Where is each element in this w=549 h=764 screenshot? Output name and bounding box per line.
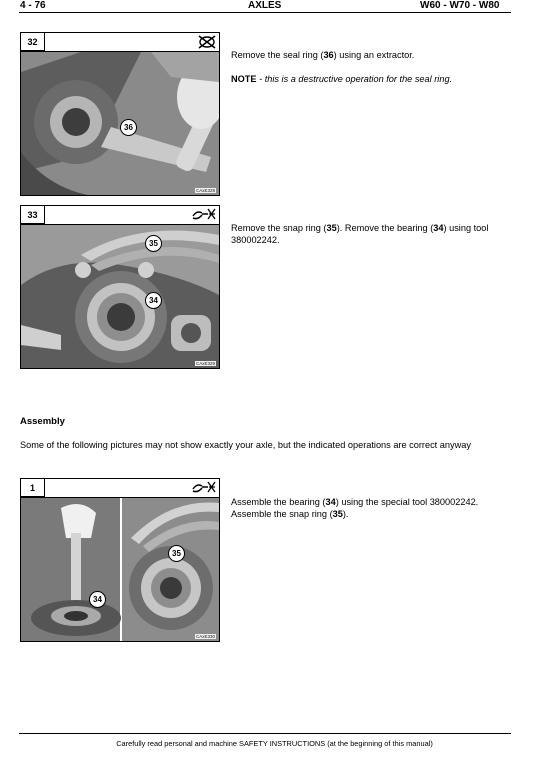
footer-safety-note: Carefully read personal and machine SAFETY INSTRUCTIONS (at the beginning of this manual) — [116, 739, 433, 748]
photo-code: CAxE328 — [195, 188, 215, 193]
assembly-heading: Assembly — [20, 416, 65, 427]
photo-code: CAxE329 — [195, 361, 215, 366]
step-32-note — [231, 73, 521, 85]
section-title: AXLES — [248, 0, 282, 11]
ref-label: 35 — [145, 235, 162, 252]
photo-bearing-assembly — [21, 497, 219, 641]
ref-bold: 36 — [323, 50, 334, 60]
step-number: 33 — [21, 206, 45, 224]
footer-rule — [19, 733, 511, 734]
note-text: - this is a destructive operation for the seal ring. — [256, 74, 453, 84]
ref-label: 36 — [120, 119, 137, 136]
note-label: NOTE — [231, 74, 257, 84]
photo-code: CAxE330 — [195, 634, 215, 639]
ref-label: 35 — [168, 545, 185, 562]
page-number: 4 - 76 — [20, 0, 46, 11]
header-rule — [19, 12, 511, 13]
step-1-text: Assemble the bearing (34) using the special tool 380002242. Assemble the snap ring (35). — [231, 497, 479, 519]
step-number: 32 — [21, 33, 45, 51]
step-number: 1 — [21, 479, 45, 497]
step-32-text: Remove the seal ring (36) using an extractor. — [231, 50, 415, 60]
photo-seal-ring-removal — [21, 51, 219, 195]
model-list: W60 - W70 - W80 — [420, 0, 500, 11]
step-32-figure — [20, 32, 220, 196]
assembly-paragraph: Some of the following pictures may not show exactly your axle, but the indicated operations are correct anyway — [20, 440, 471, 450]
ref-label: 34 — [145, 292, 162, 309]
photo-snap-ring-removal — [21, 224, 219, 368]
ref-label: 34 — [89, 591, 106, 608]
step-1-figure — [20, 478, 220, 642]
step-33-figure — [20, 205, 220, 369]
step-33-text: Remove the snap ring (35). Remove the bearing (34) using tool 380002242. — [231, 223, 489, 245]
